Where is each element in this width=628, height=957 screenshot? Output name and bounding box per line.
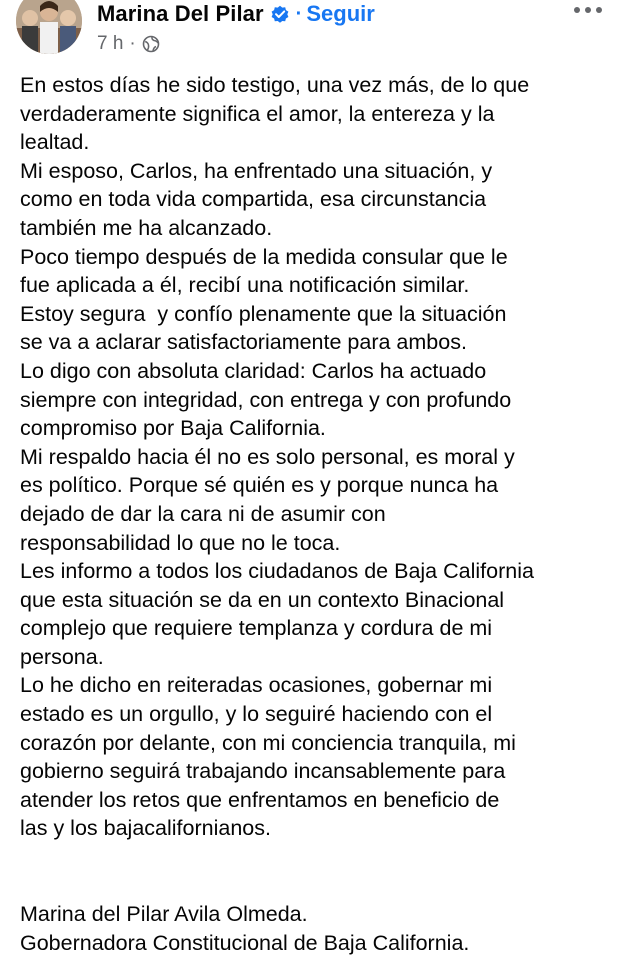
text-line: gobierno seguirá trabajando incansablemente para [20,759,506,784]
text-line: corazón por delante, con mi conciencia tranquila, mi [20,730,516,755]
paragraph [20,557,620,671]
paragraph [20,71,620,157]
text-line: también me ha alcanzado. [20,215,273,240]
text-line: estado es un orgullo, y lo seguiré haciendo con el [20,702,493,727]
paragraph [20,243,620,300]
avatar[interactable] [16,0,82,54]
author-line [97,0,375,28]
text-line: Les informo a todos los ciudadanos de Baja California [20,559,534,584]
text-line: Lo digo con absoluta claridad: Carlos ha actuado [20,358,487,383]
post-meta [97,32,160,56]
paragraph [20,300,620,357]
text-line: dejado de dar la cara ni de asumir con [20,501,386,526]
follow-button[interactable]: Seguir [306,1,375,26]
more-options-icon [568,0,608,26]
text-line: es político. Porque sé quién es y porque nunca ha [20,473,499,498]
more-options-button[interactable] [568,0,608,26]
blank-line [20,843,620,900]
text-line: lealtad. [20,130,90,155]
signature-name: Marina del Pilar Avila Olmeda. [20,902,308,927]
post-header [0,0,628,62]
text-line: fue aplicada a él, recibí una notificación similar. [20,273,470,298]
text-line: verdaderamente significa el amor, la entereza y la [20,101,495,126]
text-line: las y los bajacalifornianos. [20,816,271,841]
paragraph [20,157,620,243]
paragraph [20,671,620,843]
paragraph [20,443,620,557]
text-line: atender los retos que enfrentamos en beneficio de [20,787,500,812]
verified-badge-icon [270,4,290,24]
text-line: que esta situación se da en un contexto Binacional [20,587,505,612]
text-line: responsabilidad lo que no le toca. [20,530,341,555]
text-line: Mi respaldo hacia él no es solo personal, es moral y [20,444,515,469]
paragraph [20,357,620,443]
text-line: complejo que requiere templanza y cordura de mi [20,616,493,641]
text-line: Lo he dicho en reiteradas ocasiones, gobernar mi [20,673,493,698]
text-line: compromiso por Baja California. [20,416,326,441]
globe-icon[interactable] [142,35,160,53]
text-line: como en toda vida compartida, esa circunstancia [20,187,487,212]
avatar-image [16,0,82,54]
text-line: Estoy segura y confío plenamente que la situación [20,301,507,326]
signature-title: Gobernadora Constitucional de Baja California. [20,930,470,955]
text-line: Poco tiempo después de la medida consular que le [20,244,508,269]
text-line: persona. [20,644,104,669]
post-timestamp[interactable]: 7 h [97,33,124,54]
text-line: se va a aclarar satisfactoriamente para ambos. [20,330,467,355]
signature [20,900,620,957]
text-line: En estos días he sido testigo, una vez más, de lo que [20,73,530,97]
text-line: Mi esposo, Carlos, ha enfrentado una situación, y [20,158,493,183]
separator-dot: · [295,2,303,25]
author-name[interactable]: Marina Del Pilar [97,1,264,26]
post-body [20,71,620,957]
text-line: siempre con integridad, con entrega y con profundo [20,387,512,412]
meta-separator: · [129,33,136,54]
